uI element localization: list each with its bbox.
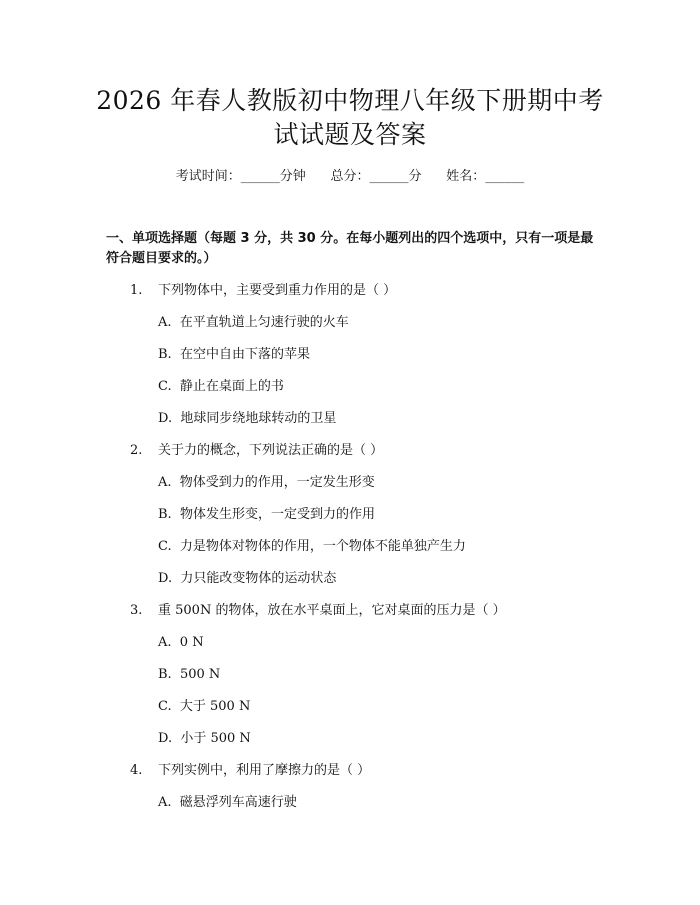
option-a: A. 磁悬浮列车高速行驶 (158, 795, 297, 810)
option-d: D. 小于 500 N (158, 731, 251, 746)
option-a: A. 0 N (158, 635, 204, 650)
question-text: 下列实例中，利用了摩擦力的是（ ） (158, 763, 371, 778)
question-number: 3. (130, 603, 143, 618)
section-header-single-choice: 一、单项选择题（每题 3 分，共 30 分。在每小题列出的四个选项中，只有一项是最符合题目要求的。） (106, 231, 594, 266)
document-title-line-2: 试试题及答案 (273, 120, 427, 149)
question-text: 重 500N 的物体，放在水平桌面上，它对桌面的压力是（ ） (158, 603, 506, 618)
option-c: C. 力是物体对物体的作用，一个物体不能单独产生力 (158, 539, 466, 554)
option-b: B. 在空中自由下落的苹果 (158, 347, 310, 362)
option-a: A. 物体受到力的作用，一定发生形变 (158, 475, 375, 490)
option-d: D. 地球同步绕地球转动的卫星 (158, 411, 337, 426)
option-b: B. 物体发生形变，一定受到力的作用 (158, 507, 375, 522)
document-title-line-1: 2026 年春人教版初中物理八年级下册期中考 (96, 86, 604, 115)
question-text: 下列物体中，主要受到重力作用的是（ ） (158, 283, 397, 298)
question-text: 关于力的概念，下列说法正确的是（ ） (158, 443, 384, 458)
exam-info-line: 考试时间：______分钟 总分：______分 姓名：______ (175, 169, 525, 184)
option-a: A. 在平直轨道上匀速行驶的火车 (158, 315, 349, 330)
question-number: 1. (130, 283, 143, 298)
question-number: 4. (130, 763, 143, 778)
option-c: C. 静止在桌面上的书 (158, 379, 284, 394)
option-c: C. 大于 500 N (158, 699, 251, 714)
option-b: B. 500 N (158, 667, 221, 682)
option-d: D. 力只能改变物体的运动状态 (158, 571, 337, 586)
question-number: 2. (130, 443, 143, 458)
